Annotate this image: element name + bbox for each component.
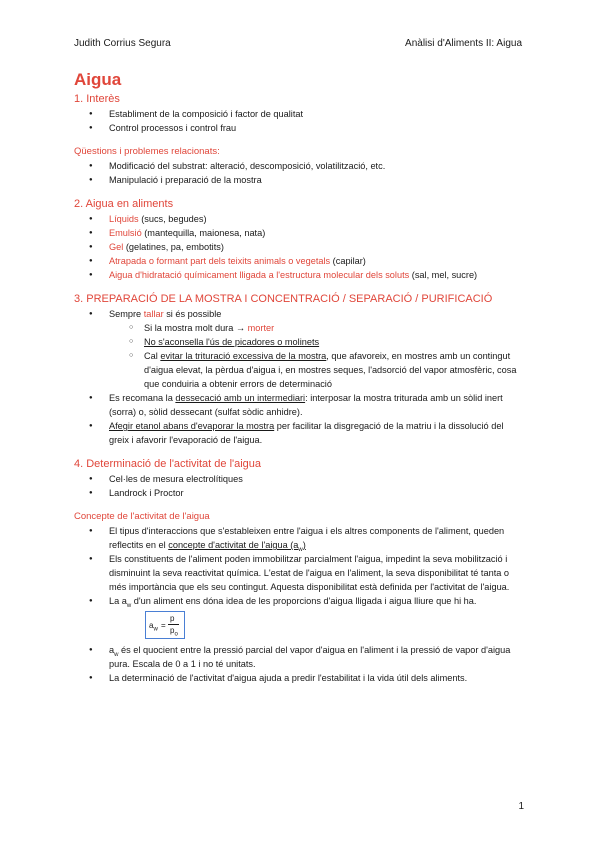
document-body — [74, 70, 524, 685]
section-heading-preparacio: 3. PREPARACIÓ DE LA MOSTRA I CONCENTRACIÓ / SEPARACIÓ / PURIFICACIÓ — [74, 293, 493, 305]
list-item: ● Els constituents de l'aliment poden immobilitzar parcialment l'aigua, impedint la seva mobilització i disminuint la seva reactivitat química. L'estat de l'aigua en l'aliment, la seva disponibilitat té tanta o més importància que els seu contingut. Aquesta disponibilitat està definida per l'activitat de l'aigua. — [74, 552, 524, 594]
section-heading-determinacio: 4. Determinació de l'activitat de l'aigua — [74, 458, 262, 470]
list-item: ● Aigua d'hidratació químicament lligada a l'estructura molecular dels soluts (sal, mel, sucre) — [74, 268, 524, 282]
list-item: ● Establiment de la composició i factor de qualitat — [74, 107, 524, 121]
list-item: ● Control processos i control frau — [74, 121, 524, 135]
list-interes — [74, 107, 524, 135]
list-item: ● Gel (gelatines, pa, embotits) — [74, 240, 524, 254]
header-author: Judith Corrius Segura — [74, 38, 171, 49]
list-determinacio — [74, 472, 524, 500]
list-item: ● Líquids (sucs, begudes) — [74, 212, 524, 226]
list-item: ● Manipulació i preparació de la mostra — [74, 173, 524, 187]
list-concepte — [74, 524, 524, 685]
list-item: ● Cel·les de mesura electrolítiques — [74, 472, 524, 486]
sub-list-item: ○ Si la mostra molt dura → morter — [74, 321, 524, 335]
list-item: ● La $a_w$ d'un aliment ens dóna idea de les proporcions d'aigua lligada i aigua lliure que hi ha. $a_w$ = p $p_o$ — [74, 594, 524, 639]
list-item: ● Sempre tallar si és possible — [74, 307, 524, 321]
sub-list-item: ○ No s'aconsella l'ús de picadores o molinets — [74, 335, 524, 349]
section-heading-aigua-aliments: 2. Aigua en aliments — [74, 198, 174, 210]
page-title: Aigua — [74, 70, 122, 89]
list-questions — [74, 159, 524, 187]
list-item: ● Atrapada o formant part dels teixits animals o vegetals (capilar) — [74, 254, 524, 268]
page-number: 1 — [518, 801, 524, 812]
list-aigua-aliments — [74, 212, 524, 282]
section-heading-interes: 1. Interès — [74, 93, 120, 105]
list-item: ● Landrock i Proctor — [74, 486, 524, 500]
section-heading-questions: Qüestions i problemes relacionats: — [74, 146, 220, 157]
list-item: ● La determinació de l'activitat d'aigua ajuda a predir l'estabilitat i la vida útil dels aliments. — [74, 671, 524, 685]
sub-list-item: ○ Cal evitar la trituració excessiva de la mostra, que afavoreix, en mostres amb un contingut d'aigua elevat, la pèrdua d'aigua i, en mostres seques, l'adsorció del vapor atmosfèric, cosa que conduiria a obtenir errors de determinació — [74, 349, 524, 391]
list-item: ● Afegir etanol abans d'evaporar la mostra per facilitar la disgregació de la matriu i la dissolució del greix i afavorir l'evaporació de l'aigua. — [74, 419, 524, 447]
section-heading-concepte: Concepte de l'activitat de l'aigua — [74, 511, 210, 522]
list-item: ● $a_w$ és el quocient entre la pressió parcial del vapor d'aigua en l'aliment i la pressió de vapor d'aigua pura. Escala de 0 a 1 i no té unitats. — [74, 643, 524, 671]
water-activity-formula: $a_w$ = p $p_o$ — [145, 611, 185, 639]
list-item: ● El tipus d'interaccions que s'estableixen entre l'aigua i els altres components de l'aliment, queden reflectits en el concepte d'activitat de l'aigua $(a_w)$ — [74, 524, 524, 552]
header-course: Anàlisi d'Aliments II: Aigua — [405, 38, 522, 49]
list-preparacio — [74, 307, 524, 447]
list-item: ● Es recomana la dessecació amb un intermediari: interposar la mostra triturada amb un sòlid inert (sorra) o, sòlid dessecant (sulfat sòdic anhidre). — [74, 391, 524, 419]
list-item: ● Emulsió (mantequilla, maionesa, nata) — [74, 226, 524, 240]
list-item: ● Modificació del substrat: alteració, descomposició, volatilització, etc. — [74, 159, 524, 173]
